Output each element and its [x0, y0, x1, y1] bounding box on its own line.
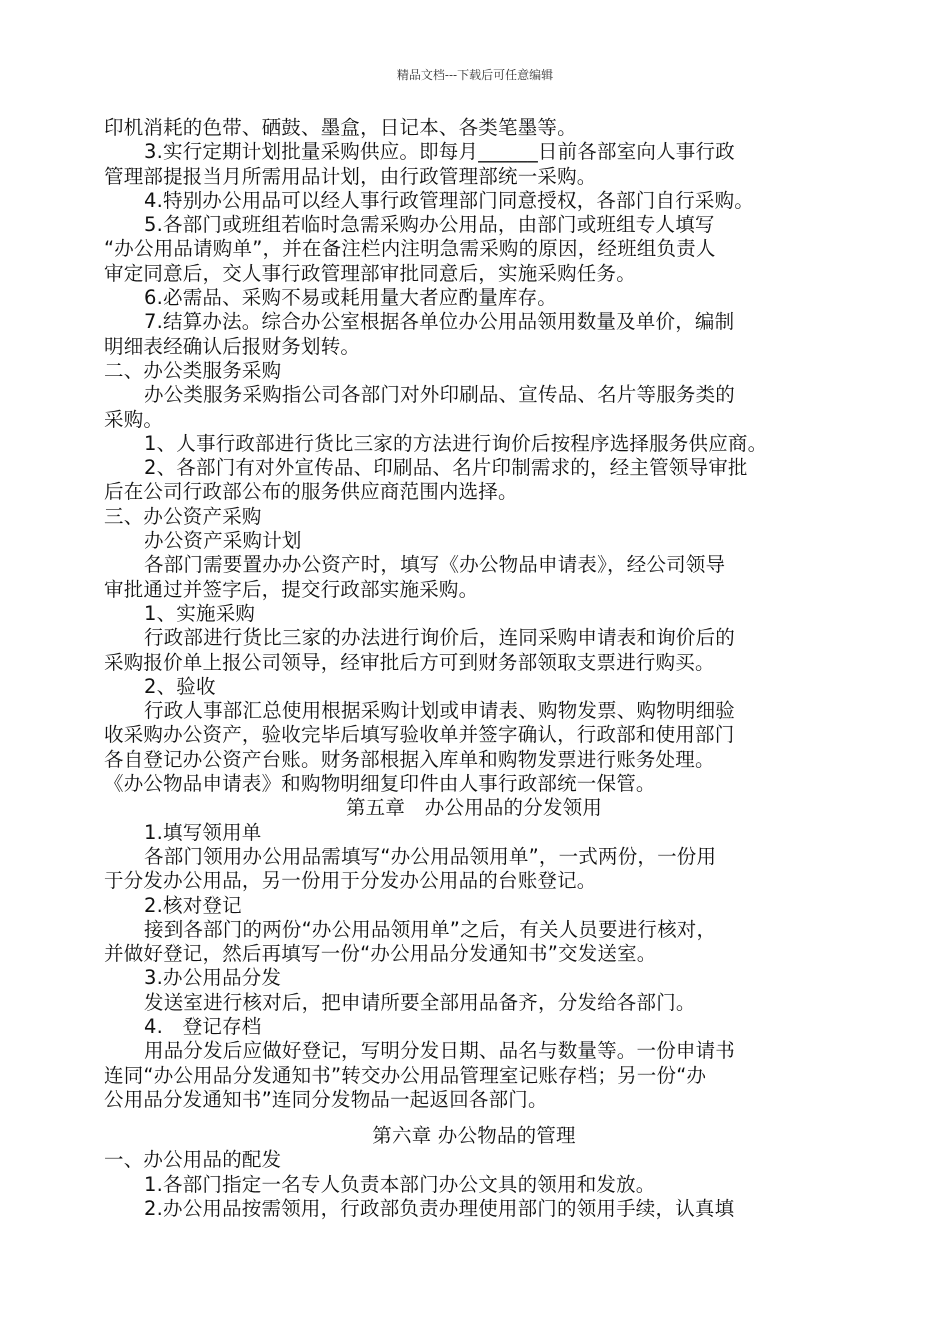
text-line: 3.办公用品分发: [144, 966, 282, 990]
text-line: 采购。: [104, 407, 164, 431]
text-line: 用品分发后应做好登记，写明分发日期、品名与数量等。一份申请书: [144, 1039, 736, 1063]
text-line: 4. 登记存档: [144, 1014, 262, 1038]
text-line: 收采购办公资产，验收完毕后填写验收单并签字确认，行政部和使用部门: [104, 723, 735, 747]
text-line: 1、实施采购: [144, 601, 256, 625]
text-line: 《办公物品申请表》和购物明细复印件由人事行政部统一保管。: [104, 772, 656, 796]
blank-line: [104, 1112, 844, 1124]
text-line: 6.必需品、采购不易或耗用量大者应酌量库存。: [144, 286, 558, 310]
text-line: 并做好登记，然后再填写一份“办公用品分发通知书”交发送室。: [104, 942, 657, 966]
text-line: 行政人事部汇总使用根据采购计划或申请表、购物发票、购物明细验: [144, 699, 736, 723]
text-line: “办公用品请购单”，并在备注栏内注明急需采购的原因，经班组负责人: [104, 237, 716, 261]
text-line: 2.办公用品按需领用，行政部负责办理使用部门的领用手续，认真填: [144, 1197, 735, 1221]
text-line: 连同“办公用品分发通知书”转交办公用品管理室记账存档；另一份“办: [104, 1063, 707, 1087]
text-line: 发送室进行核对后，把申请所要全部用品备齐，分发给各部门。: [144, 990, 696, 1014]
text-line: 明细表经确认后报财务划转。: [104, 334, 361, 358]
text-line: 二、办公类服务采购: [104, 358, 282, 382]
text-line: 接到各部门的两份“办公用品领用单”之后，有关人员要进行核对，: [144, 917, 717, 941]
chapter-heading: 第五章 办公用品的分发领用: [345, 796, 603, 820]
text-line: 公用品分发通知书”连同分发物品一起返回各部门。: [104, 1087, 548, 1111]
text-line: 一、办公用品的配发: [104, 1148, 282, 1172]
text-line: 3.实行定期计划批量采购供应。即每月______日前各部室向人事行政: [144, 140, 735, 164]
document-body: [104, 116, 844, 1221]
text-line: 1、人事行政部进行货比三家的方法进行询价后按程序选择服务供应商。: [144, 431, 768, 455]
text-line: 于分发办公用品，另一份用于分发办公用品的台账登记。: [104, 869, 597, 893]
text-line: 各自登记办公资产台账。财务部根据入库单和购物发票进行账务处理。: [104, 747, 715, 771]
text-line: 各部门需要置办办公资产时，填写《办公物品申请表》，经公司领导: [144, 553, 726, 577]
chapter-heading: 第六章 办公物品的管理: [372, 1124, 576, 1148]
page-header: 精品文档---下载后可任意编辑: [396, 68, 554, 82]
text-line: 2.核对登记: [144, 893, 242, 917]
text-line: 后在公司行政部公布的服务供应商范围内选择。: [104, 480, 518, 504]
text-line: 采购报价单上报公司领导，经审批后方可到财务部领取支票进行购买。: [104, 650, 715, 674]
text-line: 审定同意后，交人事行政管理部审批同意后，实施采购任务。: [104, 261, 636, 285]
text-line: 审批通过并签字后，提交行政部实施采购。: [104, 577, 479, 601]
text-line: 5.各部门或班组若临时急需采购办公用品，由部门或班组专人填写: [144, 213, 715, 237]
text-line: 各部门领用办公用品需填写“办公用品领用单”，一式两份，一份用: [144, 844, 717, 868]
text-line: 1.各部门指定一名专人负责本部门办公文具的领用和发放。: [144, 1172, 656, 1196]
text-line: 印机消耗的色带、硒鼓、墨盒，日记本、各类笔墨等。: [104, 116, 577, 139]
text-line: 管理部提报当月所需用品计划，由行政管理部统一采购。: [104, 164, 597, 188]
text-line: 行政部进行货比三家的办法进行询价后，连同采购申请表和询价后的: [144, 626, 736, 650]
text-line: 7.结算办法。综合办公室根据各单位办公用品领用数量及单价，编制: [144, 310, 735, 334]
text-line: 1.填写领用单: [144, 820, 262, 844]
text-line: 2、验收: [144, 674, 216, 698]
text-line: 办公类服务采购指公司各部门对外印刷品、宣传品、名片等服务类的: [144, 383, 736, 407]
text-line: 三、办公资产采购: [104, 504, 262, 528]
text-line: 4.特别办公用品可以经人事行政管理部门同意授权，各部门自行采购。: [144, 188, 755, 212]
text-line: 办公资产采购计划: [144, 529, 302, 553]
text-line: 2、各部门有对外宣传品、印刷品、名片印制需求的，经主管领导审批: [144, 456, 748, 480]
